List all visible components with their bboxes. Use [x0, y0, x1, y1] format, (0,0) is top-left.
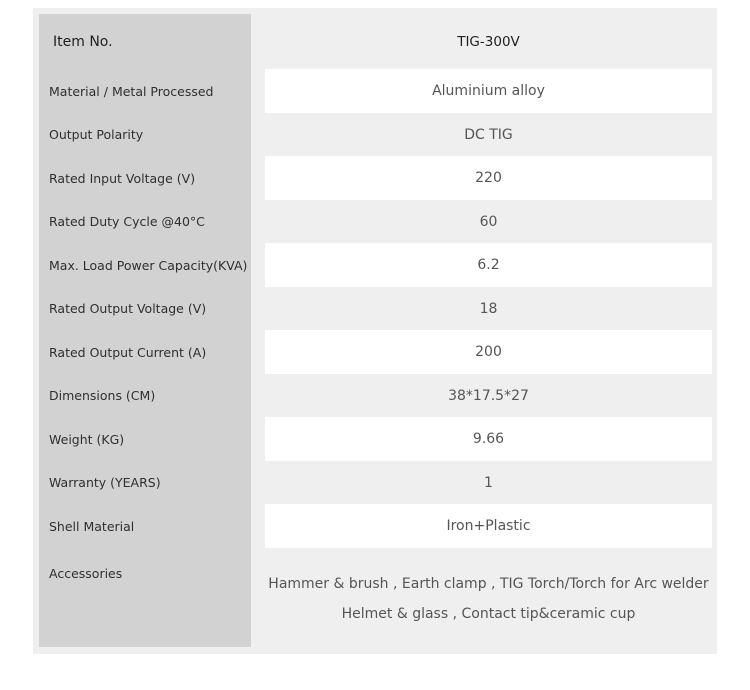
accessories-label: Accessories [49, 566, 123, 581]
row-label: Shell Material [49, 518, 135, 534]
table-row [39, 374, 712, 417]
row-value: 6.2 [265, 243, 712, 287]
table-row [39, 243, 712, 287]
row-value: 38*17.5*27 [265, 374, 712, 417]
row-value: DC TIG [265, 113, 712, 156]
table-row [39, 113, 712, 156]
header-label: Item No. [53, 33, 113, 50]
accessories-line-1: Hammer & brush , Earth clamp , TIG Torch/Torch for Arc welder [268, 575, 709, 592]
accessories-value [265, 548, 712, 647]
row-label: Rated Output Current (A) [49, 344, 207, 360]
row-value: 18 [265, 287, 712, 330]
row-value: 9.66 [265, 417, 712, 461]
row-value: 60 [265, 200, 712, 243]
row-label: Rated Duty Cycle @40°C [49, 214, 205, 229]
row-value: Iron+Plastic [265, 504, 712, 548]
row-label: Warranty (YEARS) [49, 475, 161, 490]
table-row [39, 156, 712, 200]
row-value: 220 [265, 156, 712, 200]
row-label: Material / Metal Processed [49, 83, 214, 99]
table-row [39, 287, 712, 330]
table-row [39, 461, 712, 504]
table-row [39, 417, 712, 461]
row-label: Max. Load Power Capacity(KVA) [49, 257, 248, 273]
row-label: Rated Input Voltage (V) [49, 170, 196, 186]
row-label: Dimensions (CM) [49, 388, 156, 403]
row-label: Rated Output Voltage (V) [49, 301, 207, 316]
table-row [39, 200, 712, 243]
spec-sheet [33, 8, 717, 654]
row-value: 1 [265, 461, 712, 504]
row-value: 200 [265, 330, 712, 374]
accessories-line-2: Helmet & glass , Contact tip&ceramic cup [341, 605, 636, 622]
row-value: Aluminium alloy [265, 69, 712, 113]
table-row-header [39, 14, 712, 69]
spec-table [39, 14, 712, 647]
table-row [39, 69, 712, 113]
row-label: Output Polarity [49, 127, 144, 142]
row-label: Weight (KG) [49, 431, 125, 447]
table-row [39, 330, 712, 374]
header-value: TIG-300V [265, 14, 712, 69]
table-row [39, 504, 712, 548]
table-row-accessories [39, 548, 712, 647]
